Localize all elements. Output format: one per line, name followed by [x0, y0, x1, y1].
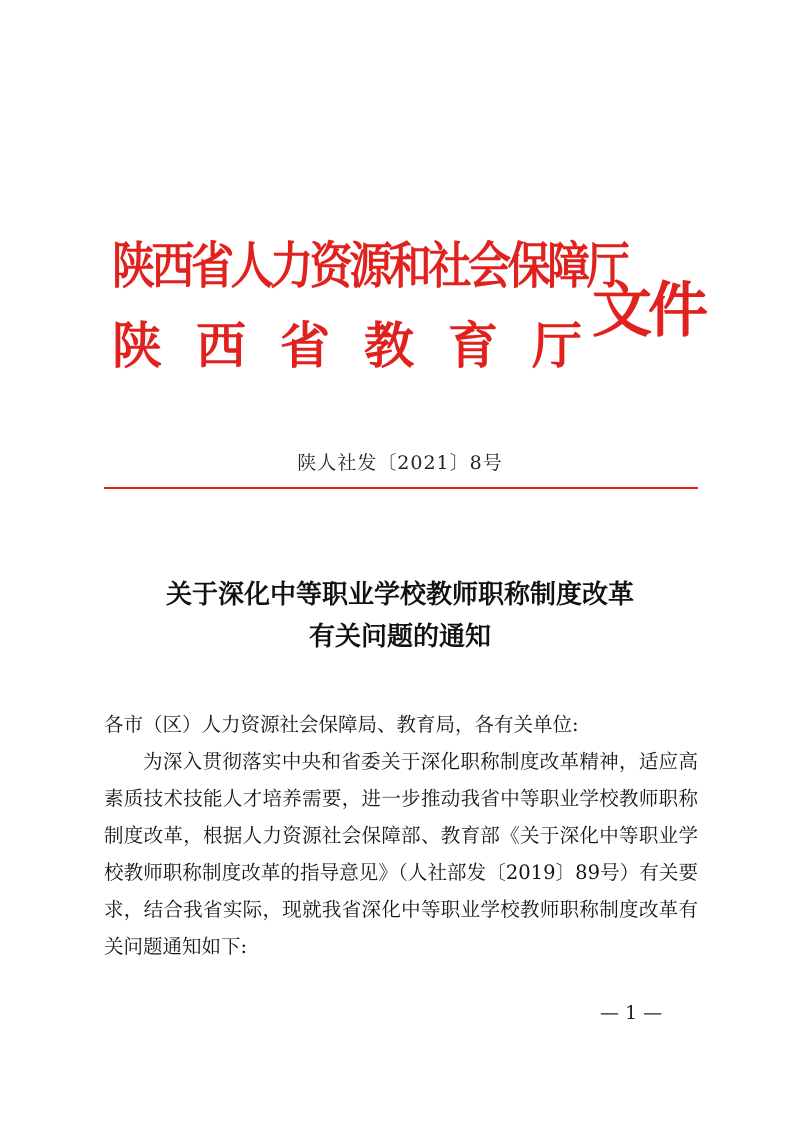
issuer-char: 厅 — [532, 316, 582, 375]
issuer-char: 西 — [196, 316, 246, 375]
body-paragraph: 为深入贯彻落实中央和省委关于深化职称制度改革精神，适应高素质技术技能人才培养需要，进一步推动我省中等职业学校教师职称制度改革，根据人力资源社会保障部、教育部《关于深化中等职业学校教师职称制度改革的指导意见》（人社部发〔2019〕89号）有关要求，结合我省实际，现就我省深化中等职业学校教师职称制度改革有关问题通知如下: — [104, 750, 698, 958]
title-line-1: 关于深化中等职业学校教师职称制度改革 — [165, 580, 634, 610]
issuer-char: 教 — [364, 316, 414, 375]
document-type-label: 文件 — [592, 276, 704, 346]
page-number: — 1 — — [600, 1002, 663, 1024]
issuer-char: 省 — [280, 316, 330, 375]
issuer-hrss-department: 陕西省人力资源和社会保障厅 — [112, 236, 627, 295]
issuer-char: 陕 — [112, 316, 162, 375]
salutation: 各市（区）人力资源社会保障局、教育局，各有关单位: — [104, 713, 579, 736]
document-title — [0, 574, 800, 658]
red-divider-line — [104, 487, 698, 489]
document-body — [104, 706, 698, 965]
issuer-education-department — [112, 316, 582, 376]
title-line-2: 有关问题的通知 — [308, 622, 491, 652]
document-number: 陕人社发〔2021〕8号 — [297, 452, 503, 474]
issuer-char: 育 — [448, 316, 498, 375]
issuer-header — [112, 232, 712, 382]
